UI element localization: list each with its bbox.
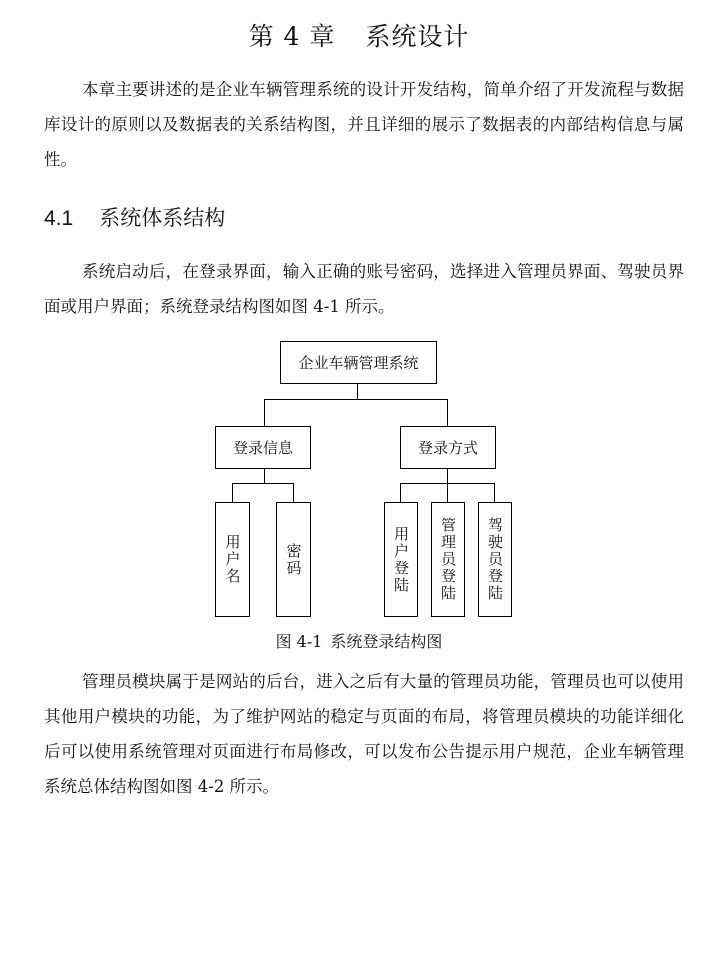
diagram-admin-login-box: 管理员登陆	[431, 502, 465, 617]
chapter-title	[0, 19, 718, 55]
section-name: 系统体系结构	[99, 206, 226, 230]
section-paragraph: 系统启动后，在登录界面，输入正确的账号密码，选择进入管理员界面、驾驶员界面或用户界面；系统登录结构图如图 4-1 所示。	[44, 262, 684, 316]
connector-to-user-login	[400, 483, 401, 503]
connector-to-left-branch	[264, 399, 265, 427]
connector-to-username	[232, 483, 233, 503]
closing-paragraph: 管理员模块属于是网站的后台，进入之后有大量的管理员功能，管理员也可以使用其他用户模块的功能，为了维护网站的稳定与页面的布局，将管理员模块的功能详细化后可以使用系统管理对页面进行布局修改，可以发布公告提示用户规范，企业车辆管理系统总体结构图如图 4-2 所示。	[44, 672, 684, 796]
diagram-user-login-box: 用户登陆	[384, 502, 418, 617]
figure-label: 图 4-1	[275, 632, 323, 651]
intro-paragraph: 本章主要讲述的是企业车辆管理系统的设计开发结构，简单介绍了开发流程与数据库设计的原则以及数据表的关系结构图，并且详细的展示了数据表的内部结构信息与属性。	[44, 80, 684, 169]
diagram-username-box: 用户名	[215, 502, 250, 617]
connector-level1-horizontal	[264, 399, 447, 400]
diagram-root-box: 企业车辆管理系统	[280, 341, 437, 384]
section-title	[44, 200, 225, 237]
diagram-login-method-box: 登录方式	[400, 426, 496, 469]
connector-to-password	[293, 483, 294, 503]
figure-caption	[0, 630, 718, 654]
connector-root-down	[357, 383, 358, 400]
connector-to-right-branch	[447, 399, 448, 427]
connector-left-branch-down	[264, 468, 265, 484]
section-number: 4.1	[44, 207, 74, 230]
figure-caption-text: 系统登录结构图	[330, 632, 443, 651]
chapter-number: 第 4 章	[248, 21, 336, 51]
chapter-name: 系统设计	[365, 21, 470, 51]
diagram-password-box: 密码	[276, 502, 311, 617]
connector-to-driver-login	[494, 483, 495, 503]
connector-to-admin-login	[447, 483, 448, 503]
connector-right-branch-down	[447, 468, 448, 484]
diagram-driver-login-box: 驾驶员登陆	[478, 502, 512, 617]
diagram-login-info-box: 登录信息	[215, 426, 311, 469]
connector-left-leaves-horizontal	[232, 483, 294, 484]
